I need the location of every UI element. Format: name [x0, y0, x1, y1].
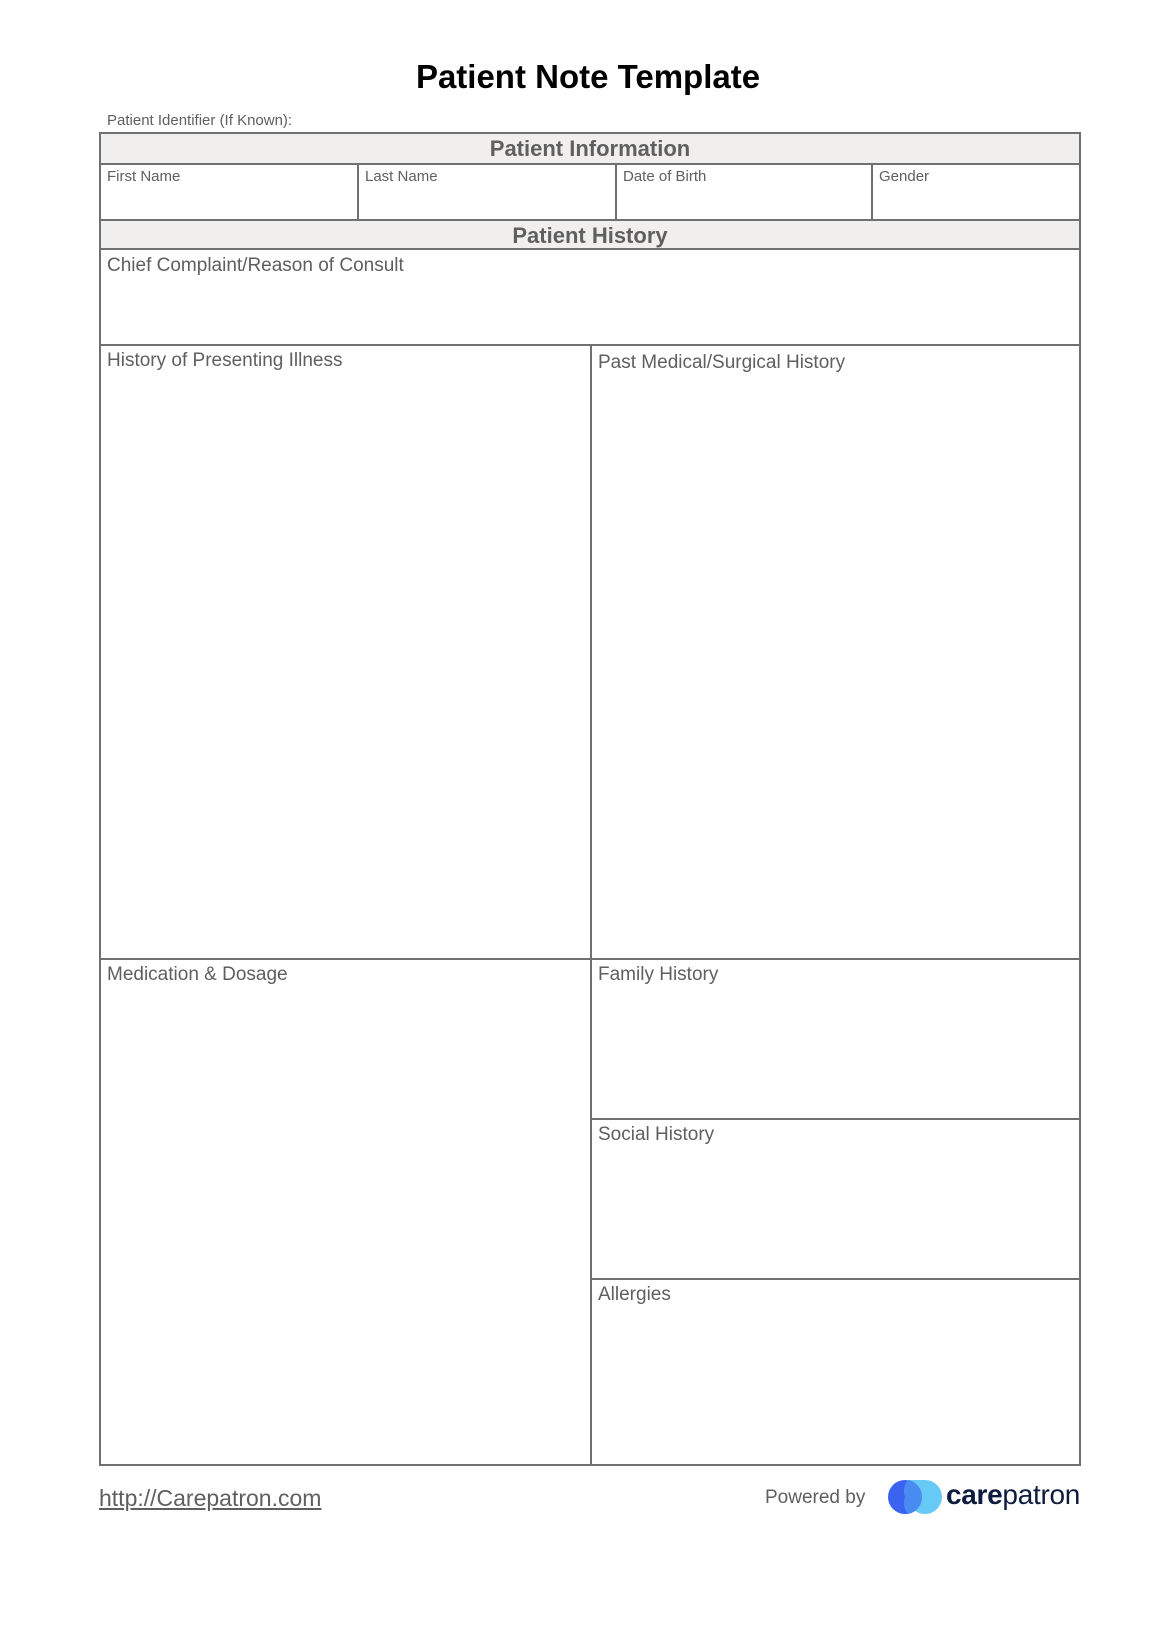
medication-dosage-label: Medication & Dosage	[107, 964, 288, 985]
gender-label: Gender	[879, 168, 930, 185]
date-of-birth-field[interactable]	[617, 165, 873, 219]
brand-bold: care	[946, 1479, 1003, 1510]
medication-dosage-field[interactable]	[101, 960, 592, 1464]
powered-by-label: Powered by	[765, 1487, 866, 1508]
patient-history-header: Patient History	[101, 219, 1079, 250]
chief-complaint-field[interactable]	[101, 251, 1079, 346]
past-medical-surgical-history-label: Past Medical/Surgical History	[598, 352, 846, 373]
patient-note-form	[99, 132, 1081, 1466]
past-medical-surgical-history-field[interactable]	[592, 346, 1079, 960]
last-name-label: Last Name	[365, 168, 438, 185]
first-name-field[interactable]	[101, 165, 359, 219]
chief-complaint-label: Chief Complaint/Reason of Consult	[107, 255, 404, 276]
page-title: Patient Note Template	[415, 58, 761, 95]
history-presenting-illness-field[interactable]	[101, 346, 592, 960]
family-history-field[interactable]	[592, 960, 1079, 1120]
last-name-field[interactable]	[359, 165, 617, 219]
patient-information-row	[101, 165, 1079, 219]
gender-field[interactable]	[873, 165, 1079, 219]
brand-regular: patron	[1002, 1479, 1081, 1510]
allergies-label: Allergies	[598, 1284, 671, 1305]
carepatron-logo-icon	[888, 1477, 944, 1515]
date-of-birth-label: Date of Birth	[623, 168, 707, 185]
carepatron-link[interactable]: http://Carepatron.com	[99, 1485, 322, 1511]
patient-identifier-label: Patient Identifier (If Known):	[107, 112, 293, 129]
allergies-field[interactable]	[592, 1280, 1079, 1464]
history-presenting-illness-label: History of Presenting Illness	[107, 350, 343, 371]
social-history-label: Social History	[598, 1124, 715, 1145]
patient-information-header: Patient Information	[101, 134, 1079, 165]
family-history-label: Family History	[598, 964, 719, 985]
carepatron-logo-text	[946, 1479, 1080, 1511]
first-name-label: First Name	[107, 168, 181, 185]
social-history-field[interactable]	[592, 1120, 1079, 1280]
